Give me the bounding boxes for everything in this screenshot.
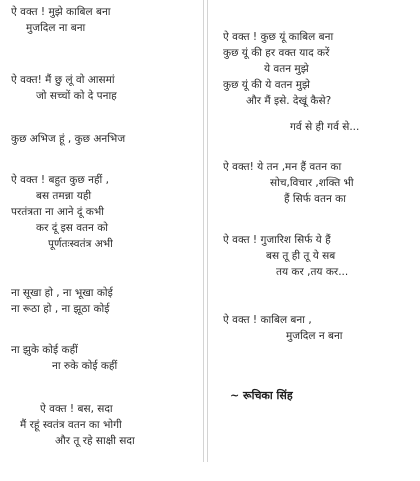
poem-line: ऐ वक्त ! बस, सदा [40,403,113,415]
poem-line: बस तू ही तू ये सब [266,250,336,262]
poem-line: बस तमन्ना यही [36,190,92,202]
poem-line: कुछ अभिज हूं , कुछ अनभिज [11,133,126,145]
poem-line: मुजदिल न बना [286,330,343,342]
poem-line: मैं रहूं स्वतंत्र वतन का भोगी [20,419,122,431]
poem-line: ऐ वक्त! मैं छु लूं वो आसमां [11,74,115,86]
poem-line: ऐ वक्त ! बहुत कुछ नहीं , [11,174,109,186]
poem-line: मुजदिल ना बना [26,22,86,34]
poem-line: परतंत्रता ना आने दूं कभी [11,206,104,218]
poem-line: सोच,विचार ,शक्ति भी [270,177,354,189]
poem-line: तय कर ,तय कर... [276,266,349,278]
left-poem-column [0,0,204,462]
poem-line: और मैं इसे. देखूं कैसे? [246,95,332,107]
poem-line: ऐ वक्त! ये तन ,मन हैं वतन का [223,161,342,173]
poem-line: हैं सिर्फ वतन का [284,193,346,205]
poem-line: ऐ वक्त ! काबिल बना , [223,314,312,326]
poem-line: ना झुके कोई कहीं [11,344,78,356]
poet-signature: ~ रूचिका सिंह [230,389,293,402]
poem-line: ऐ वक्त ! मुझे काबिल बना [11,6,111,18]
poem-line: गर्व से ही गर्व से... [290,121,360,133]
poem-line: कुछ यूं की ये वतन मुझे [223,79,310,91]
poem-line: कर दूं इस वतन को [36,222,108,234]
poem-line: और तू रहे साक्षी सदा [55,435,135,447]
poem-line: ना रुके कोई कहीं [52,360,118,372]
poem-line: पूर्णतःस्वतंत्र अभी [48,238,113,250]
poem-line: ना रूठा हो , ना झूठा कोई [11,303,110,315]
poem-line: ऐ वक्त ! गुजारिश सिर्फ ये हैं [223,234,331,246]
poem-line: ये वतन मुझे [264,63,309,75]
poem-line: जो सच्चों को दे पनाह [36,90,117,102]
poem-line: ऐ वक्त ! कुछ यूं काबिल बना [223,31,334,43]
poem-line: कुछ यूं की हर वक्त याद करें [223,47,330,59]
poem-line: ना सूखा हो , ना भूखा कोई [11,287,113,299]
